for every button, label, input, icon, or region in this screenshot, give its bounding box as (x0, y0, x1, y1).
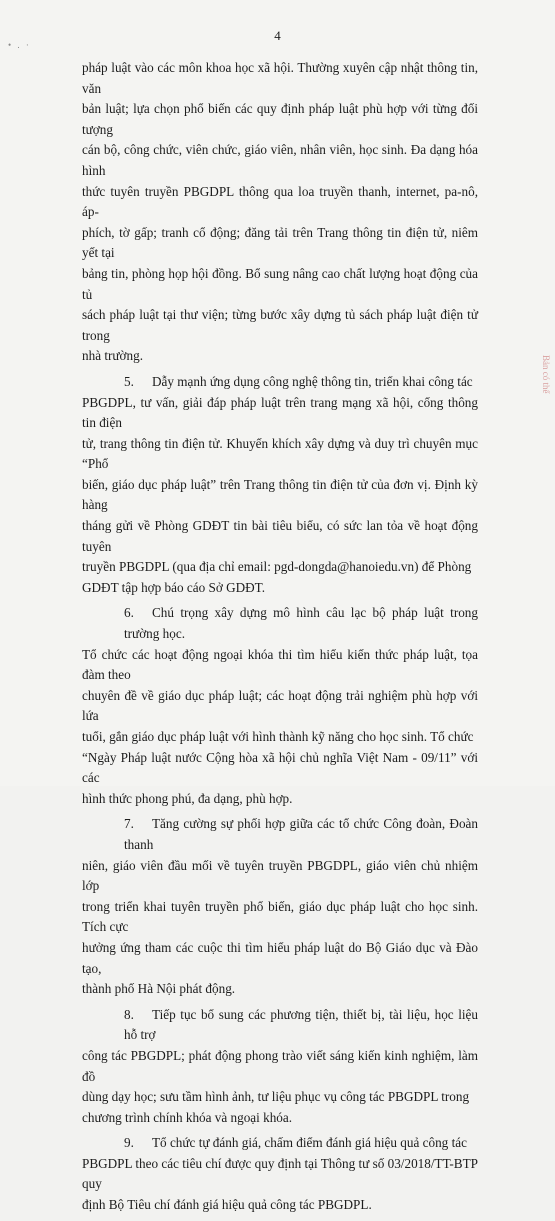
item-number: 7. (124, 816, 134, 832)
text-line: định Bộ Tiêu chí đánh giá hiệu quả công tác PBGDPL. (82, 1197, 372, 1213)
text-line: phích, tờ gấp; tranh cổ động; đăng tải trên Trang thông tin điện tử, niêm yết tại (82, 224, 478, 261)
text-line: GDĐT tập hợp báo cáo Sở GDĐT. (82, 579, 266, 595)
text-line: chuyên đề về giáo dục pháp luật; các hoạt động trải nghiệm phù hợp với lứa (82, 687, 478, 724)
text-line: tử, trang thông tin điện tử. Khuyến khích xây dựng và duy trì chuyên mục “Phổ (82, 435, 478, 472)
item-5-paragraph (82, 372, 478, 599)
text-line: Tiếp tục bổ sung các phương tiện, thiết bị, tài liệu, học liệu hỗ trợ (124, 1006, 478, 1043)
text-line: tuổi, gắn giáo dục pháp luật với hình thành kỹ năng cho học sinh. Tổ chức (82, 729, 474, 744)
text-line: biến, giáo dục pháp luật” trên Trang thông tin điện tử của đơn vị. Định kỳ hàng (82, 476, 478, 513)
text-line: hình thức phong phú, đa dạng, phù hợp. (82, 790, 293, 806)
text-line: chương trình chính khóa và ngoại khóa. (82, 1109, 293, 1125)
item-8-paragraph (82, 1005, 478, 1129)
text-line: Tổ chức các hoạt động ngoại khóa thi tìm hiểu kiến thức pháp luật, tọa đàm theo (82, 646, 478, 683)
text-line: công tác PBGDPL; phát động phong trào viết sáng kiến kinh nghiệm, làm đồ (82, 1047, 478, 1084)
text-line: nhà trường. (82, 348, 143, 364)
text-line: Tăng cường sự phối hợp giữa các tổ chức Công đoàn, Đoàn thanh (124, 816, 478, 852)
document-body (82, 58, 478, 1221)
text-line: thành phố Hà Nội phát động. (82, 981, 236, 997)
item-first-line (82, 1133, 478, 1154)
text-line: cán bộ, công chức, viên chức, giáo viên, nhân viên, học sinh. Đa dạng hóa hình (82, 142, 478, 178)
item-first-line (82, 372, 478, 393)
item-number: 9. (124, 1135, 134, 1151)
text-line: niên, giáo viên đầu mối về tuyên truyền PBGDPL, giáo viên chủ nhiệm lớp (82, 857, 478, 894)
text-line: hưởng ứng tham các cuộc thi tìm hiểu pháp luật do Bộ Giáo dục và Đào tạo, (82, 939, 478, 976)
item-6-paragraph (82, 603, 478, 809)
item-first-line (82, 1005, 478, 1046)
item-number: 8. (124, 1006, 134, 1022)
item-first-line (82, 814, 478, 855)
text-line: dùng dạy học; sưu tầm hình ảnh, tư liệu phục vụ công tác PBGDPL trong (82, 1089, 470, 1105)
item-9-paragraph (82, 1133, 478, 1215)
text-line: Chú trọng xây dựng mô hình câu lạc bộ pháp luật trong trường học. (124, 605, 478, 642)
text-line: trong triển khai tuyên truyền phổ biến, giáo dục pháp luật cho học sinh. Tích cực (82, 898, 478, 935)
text-line: PBGDPL theo các tiêu chí được quy định tại Thông tư số 03/2018/TT-BTP quy (82, 1155, 478, 1192)
item-7-paragraph (82, 814, 478, 999)
text-line: sách pháp luật tại thư viện; từng bước xây dựng tủ sách pháp luật điện tử trong (82, 307, 478, 343)
item-number: 6. (124, 605, 134, 621)
text-line: bản luật; lựa chọn phổ biến các quy định pháp luật phù hợp với từng đối tượng (82, 101, 478, 137)
text-line: thức tuyên truyền PBGDPL thông qua loa truyền thanh, internet, pa-nô, áp- (82, 183, 478, 220)
text-line: pháp luật vào các môn khoa học xã hội. Thường xuyên cập nhật thông tin, văn (82, 60, 478, 96)
page-number: 4 (274, 28, 281, 43)
text-line: bảng tin, phòng họp hội đồng. Bổ sung nâng cao chất lượng hoạt động của tủ (82, 265, 478, 302)
text-line: truyền PBGDPL (qua địa chỉ email: pgd-dongda@hanoiedu.vn) để Phòng (82, 559, 472, 575)
text-line: PBGDPL, tư vấn, giải đáp pháp luật trên trang mạng xã hội, cổng thông tin điện (82, 394, 478, 431)
intro-paragraph (82, 58, 478, 367)
margin-stamp: Bản có thể (541, 355, 551, 394)
scan-mark: • . · (8, 40, 31, 50)
text-line: Dẫy mạnh ứng dụng công nghệ thông tin, triển khai công tác (152, 373, 473, 389)
text-line: tháng gửi về Phòng GDĐT tin bài tiêu biểu, có sức lan tỏa về hoạt động tuyên (82, 518, 478, 554)
text-line: Tổ chức tự đánh giá, chấm điểm đánh giá hiệu quả công tác (152, 1135, 467, 1151)
text-line: “Ngày Pháp luật nước Cộng hòa xã hội chủ nghĩa Việt Nam - 09/11” với các (82, 749, 478, 786)
item-first-line (82, 603, 478, 644)
item-number: 5. (124, 373, 134, 389)
